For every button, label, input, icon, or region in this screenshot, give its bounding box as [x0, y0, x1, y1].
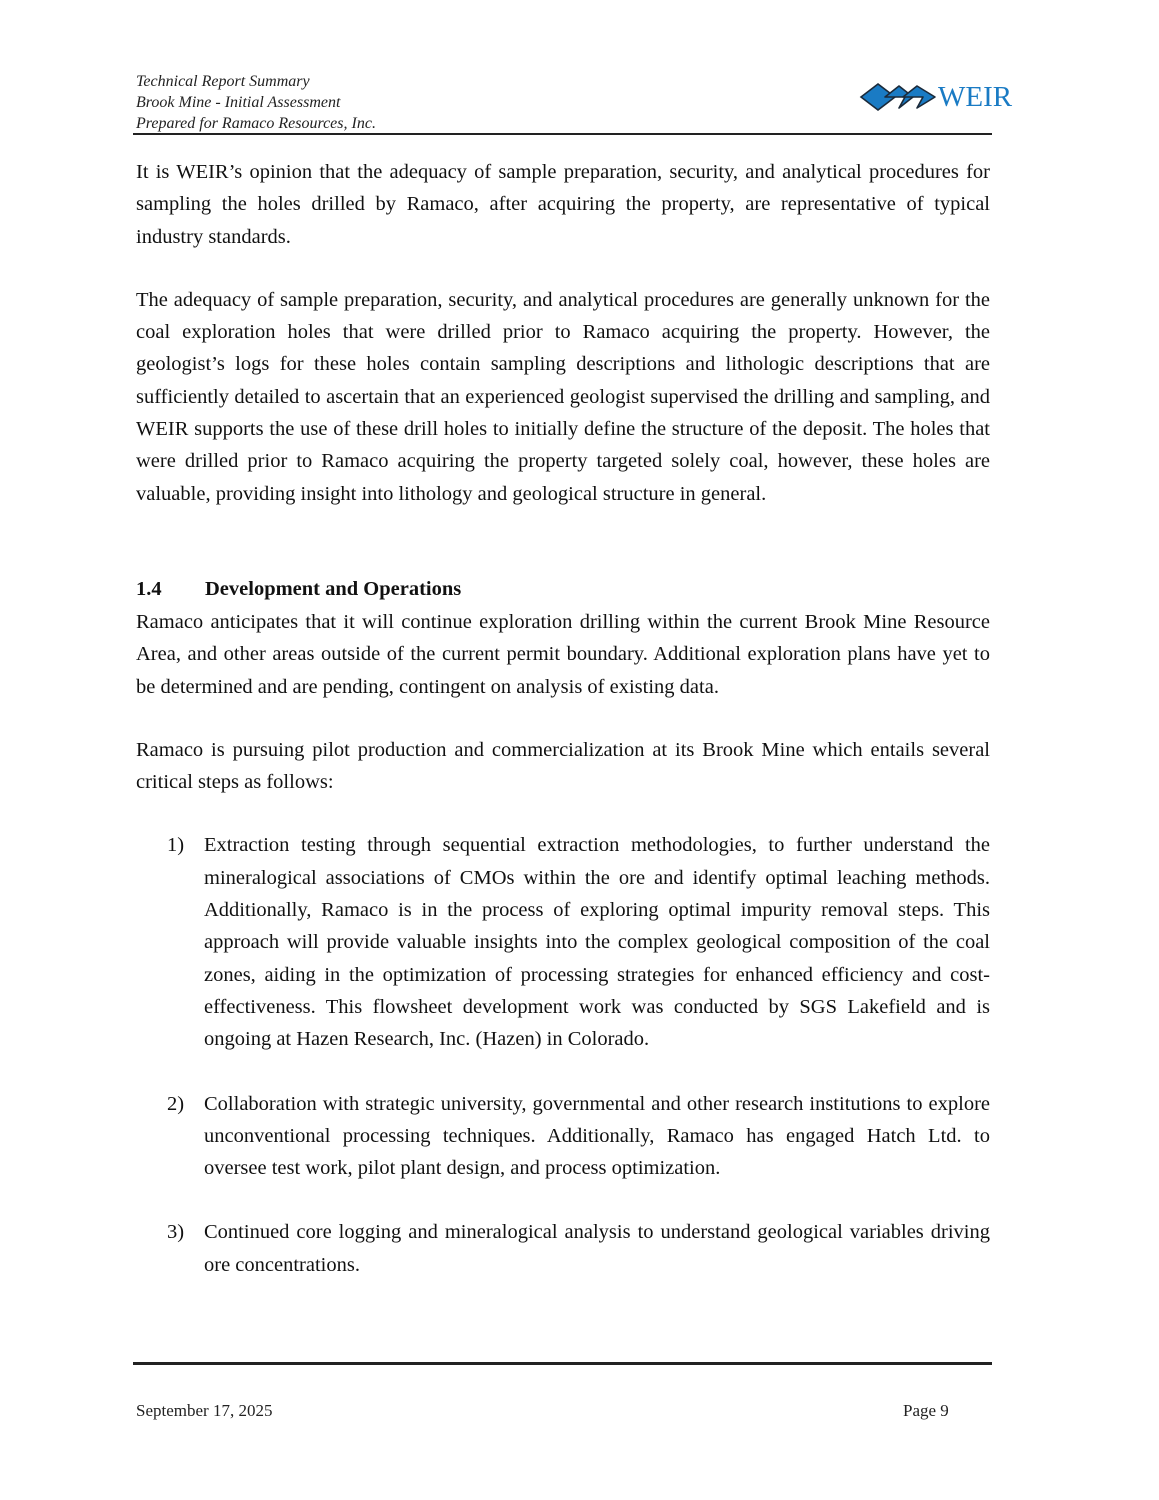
- list-item: [136, 1088, 990, 1185]
- header-project-name: Brook Mine - Initial Assessment: [136, 94, 341, 111]
- paragraph-exploration-plans: Ramaco anticipates that it will continue exploration drilling within the current Brook Mine Resource Area, and other areas outside of the current permit boundary. Additional exploration plans have yet to be determined and are pending, contingent on analysis of existing data.: [136, 610, 990, 698]
- header-divider: [133, 133, 992, 135]
- header-title-block: [136, 71, 376, 134]
- weir-logo: [859, 80, 1024, 114]
- three-blue-diamonds-icon: [859, 81, 937, 113]
- section-number: 1.4: [136, 577, 162, 600]
- list-item-text: Continued core logging and mineralogical analysis to understand geological variables driving ore concentrations.: [204, 1221, 990, 1276]
- list-item-text: Extraction testing through sequential extraction methodologies, to further understand the mineralogical associations of CMOs within the ore and identify optimal leaching methods. Additionally, Ramaco is in the process of exploring optimal impurity removal steps. This approach will provide valuable insights into the complex geological composition of the coal zones, aiding in the optimization of processing strategies for enhanced efficiency and cost-effectiveness. This flowsheet development work was conducted by SGS Lakefield and is ongoing at Hazen Research, Inc. (Hazen) in Colorado.: [204, 834, 990, 1051]
- footer-date: September 17, 2025: [136, 1401, 273, 1420]
- list-item-number: 1): [167, 834, 185, 857]
- list-item: [136, 829, 990, 1055]
- section-heading: [136, 573, 990, 605]
- footer-divider: [133, 1362, 992, 1365]
- steps-list: [136, 829, 990, 1281]
- list-item-text: Collaboration with strategic university, governmental and other research institutions to explore unconventional processing techniques. Additionally, Ramaco has engaged Hatch Ltd. to oversee test work, pilot plant design, and process optimization.: [204, 1092, 990, 1180]
- paragraph-weir-opinion: It is WEIR’s opinion that the adequacy of sample preparation, security, and analytical procedures for sampling the holes drilled by Ramaco, after acquiring the property, are representative of typical industry standards.: [136, 161, 990, 248]
- page-number: Page 9: [903, 1401, 949, 1420]
- header-prepared-for: Prepared for Ramaco Resources, Inc.: [136, 115, 376, 132]
- list-item: [136, 1216, 990, 1281]
- document-body: [136, 156, 990, 1281]
- list-item-number: 2): [167, 1092, 185, 1115]
- section-title: Development and Operations: [205, 577, 462, 600]
- paragraph-adequacy-unknown: The adequacy of sample preparation, security, and analytical procedures are generally unknown for the coal exploration holes that were drilled prior to Ramaco acquiring the property. However, the geologist’s logs for these holes contain sampling descriptions and lithologic descriptions that are sufficiently detailed to ascertain that an experienced geologist supervised the drilling and sampling, and WEIR supports the use of these drill holes to initially define the structure of the deposit. The holes that were drilled prior to Ramaco acquiring the property targeted solely coal, however, these holes are valuable, providing insight into lithology and geological structure in general.: [136, 288, 990, 505]
- list-item-number: 3): [167, 1221, 185, 1244]
- logo-wordmark: WEIR: [938, 80, 1013, 113]
- paragraph-pilot-production: Ramaco is pursuing pilot production and commercialization at its Brook Mine which entails several critical steps as follows:: [136, 738, 990, 794]
- header-report-type: Technical Report Summary: [136, 73, 310, 90]
